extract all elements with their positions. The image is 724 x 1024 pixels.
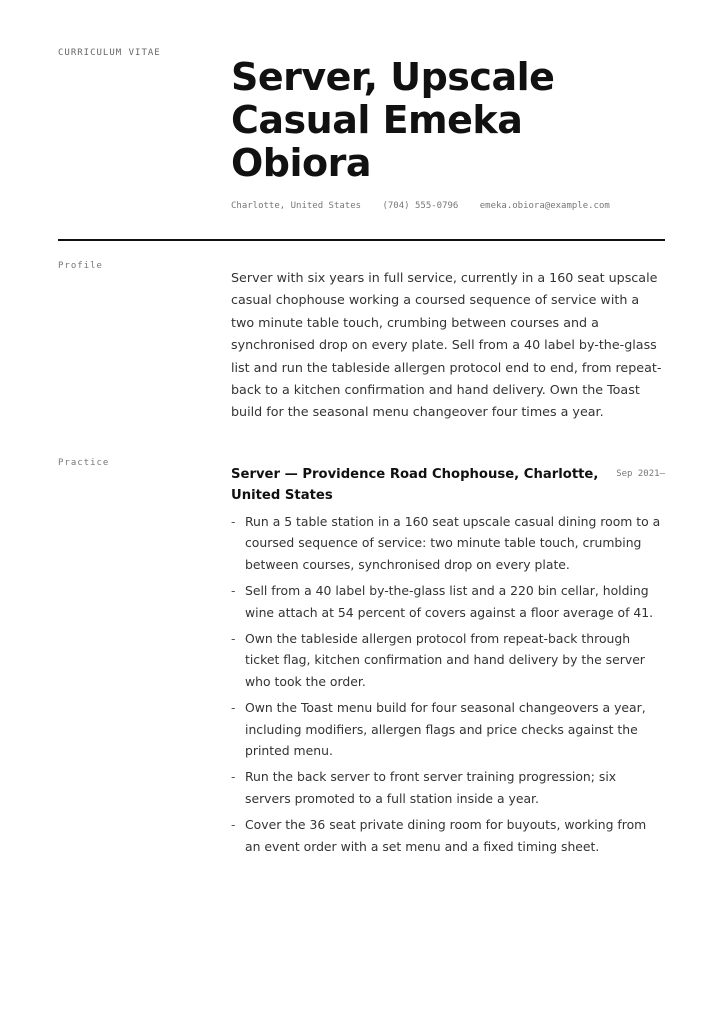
bullet-text: Run the back server to front server training progression; six servers promoted to a full station inside a year. xyxy=(245,769,617,806)
contact-phone: (704) 555-0796 xyxy=(382,201,459,211)
list-item xyxy=(231,580,665,623)
bullet-dash: - xyxy=(231,817,236,833)
contact-location: Charlotte, United States xyxy=(231,201,362,211)
list-item xyxy=(231,766,665,809)
bullet-dash: - xyxy=(231,631,236,647)
list-item xyxy=(231,814,665,857)
header-divider xyxy=(58,239,665,241)
bullet-text: Own the Toast menu build for four seasonal changeovers a year, including modifiers, allergen flags and price checks against the printed menu. xyxy=(245,700,646,759)
profile-section-label: Profile xyxy=(58,261,103,271)
job-date: Sep 2021– xyxy=(616,469,665,479)
bullet-text: Run a 5 table station in a 160 seat upscale casual dining room to a coursed sequence of service: two minute table touch, crumbing between courses, synchronised drop on every plate. xyxy=(245,514,661,572)
job-bullet-list xyxy=(231,511,665,862)
bullet-dash: - xyxy=(231,514,236,529)
list-item xyxy=(231,511,665,575)
job-title: Server — Providence Road Chophouse, Charlotte, United States xyxy=(231,467,599,503)
bullet-dash: - xyxy=(231,700,236,716)
candidate-name: Server, Upscale Casual Emeka Obiora xyxy=(231,55,555,185)
contact-line xyxy=(231,201,610,211)
bullet-dash: - xyxy=(231,583,236,599)
bullet-text: Cover the 36 seat private dining room for buyouts, working from an event order with a set menu and a fixed timing sheet. xyxy=(245,817,647,854)
list-item xyxy=(231,697,665,761)
practice-section-label: Practice xyxy=(58,458,110,468)
contact-email: emeka.obiora@example.com xyxy=(479,201,610,211)
bullet-text: Sell from a 40 label by-the-glass list and a 220 bin cellar, holding wine attach at 54 percent of covers against a floor average of 41. xyxy=(245,583,654,620)
bullet-text: Own the tableside allergen protocol from repeat-back through ticket flag, kitchen confirmation and hand delivery by the server who took the order. xyxy=(245,631,645,689)
bullet-dash: - xyxy=(231,769,236,785)
profile-summary: Server with six years in full service, currently in a 160 seat upscale casual chophouse working a coursed sequence of service with a two minute table touch, crumbing between courses and a synchronised drop on every plate. Sell from a 40 label by-the-glass list and run the tableside allergen protocol end to end, from repeat-back to a kitchen confirmation and hand delivery. Own the Toast build for the seasonal menu changeover four times a year. xyxy=(231,270,662,420)
document-eyebrow: CURRICULUM VITAE xyxy=(58,48,161,58)
list-item xyxy=(231,628,665,692)
job-entry-header xyxy=(231,464,665,506)
